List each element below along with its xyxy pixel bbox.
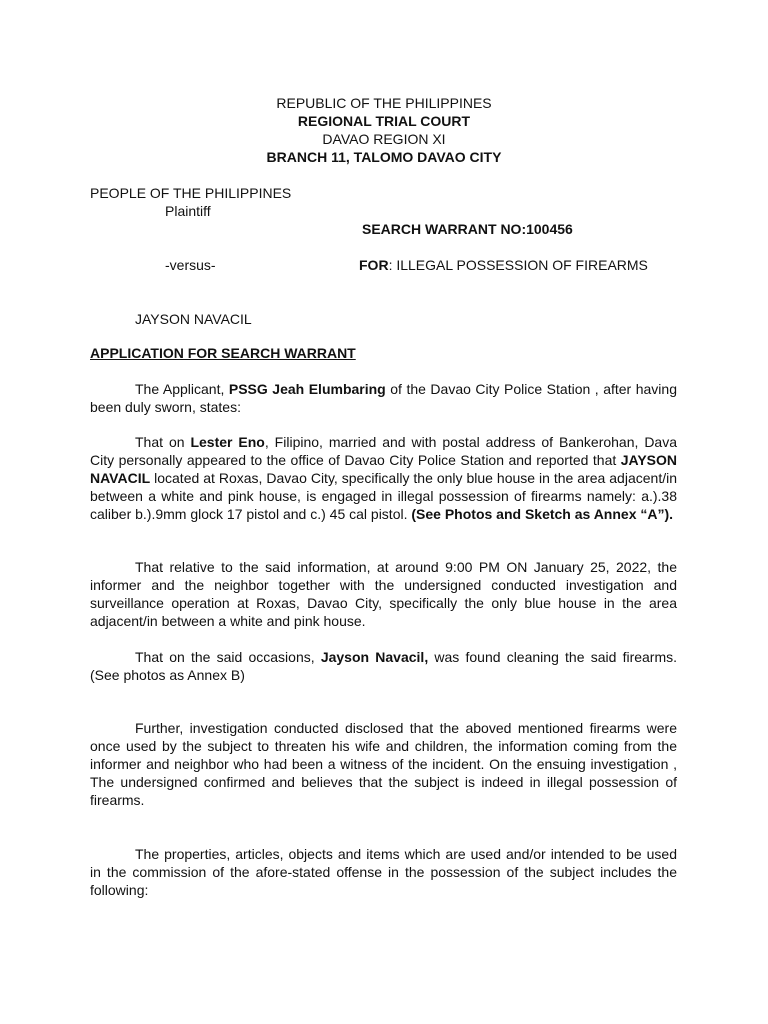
offense-line (359, 256, 648, 274)
plaintiff-name: PEOPLE OF THE PHILIPPINES (90, 185, 292, 201)
header-court: REGIONAL TRIAL COURT (297, 113, 471, 129)
header-region: DAVAO REGION XI (322, 131, 446, 147)
subject-name-2: Jayson Navacil (320, 649, 425, 665)
paragraph-occasion: That on the said occasions, Jayson Navacil, was found cleaning the said firearms.(See photos as Annex B) (90, 649, 678, 683)
for-label: FOR (359, 257, 389, 273)
offense-text: : ILLEGAL POSSESSION OF FIREARMS (388, 257, 648, 273)
header-branch: BRANCH 11, TALOMO DAVAO CITY (266, 149, 502, 165)
paragraph-applicant: The Applicant, PSSG Jeah Elumbaring of the Davao City Police Station , after having been duly sworn, states: (90, 381, 677, 415)
paragraph-report: That on Lester Eno, Filipino, married and with postal address of Bankerohan, Dava City personally appeared to the office of Davao City Police Station and reported that JAYSON NAVACIL located at Roxas, Davao City, specifically the only blue house in the area adjacent/in between a white and pink house, is engaged in illegal possession of firearms namely: a.).38 caliber b.).9mm glock 17 pistol and c.) 45 cal pistol. (See Photos and Sketch as Annex “A”). (90, 434, 677, 522)
header-republic: REPUBLIC OF THE PHILIPPINES (276, 95, 492, 111)
warrant-number: SEARCH WARRANT NO:100456 (362, 221, 573, 237)
paragraph-properties: The properties, articles, objects and items which are used and/or intended to be used in the commission of the afore-stated offense in the possession of the subject includes the following: (90, 846, 677, 898)
paragraph-investigation: Further, investigation conducted disclosed that the aboved mentioned firearms were once used by the subject to threaten his wife and children, the information coming from the informer and neighbor who had been a witness of the incident. On the ensuing investigation , The undersigned confirmed and believes that the subject is indeed in illegal possession of firearms. (90, 720, 677, 808)
subject-name: JAYSON NAVACIL (90, 452, 677, 486)
annex-a-reference: (See Photos and Sketch as Annex “A”). (411, 506, 674, 522)
plaintiff-role: Plaintiff (165, 203, 211, 219)
applicant-name: PSSG Jeah Elumbaring (228, 381, 386, 397)
informant-name: Lester Eno (190, 434, 265, 450)
respondent-name: JAYSON NAVACIL (135, 311, 252, 327)
document-title: APPLICATION FOR SEARCH WARRANT (90, 345, 356, 361)
versus-label: -versus- (165, 257, 216, 273)
paragraph-surveillance: That relative to the said information, at around 9:00 PM ON January 25, 2022, the informer and the neighbor together with the undersigned conducted investigation and surveillance operation at Roxas, Davao City, specifically the only blue house in the area adjacent/in between a white and pink house. (90, 559, 677, 629)
